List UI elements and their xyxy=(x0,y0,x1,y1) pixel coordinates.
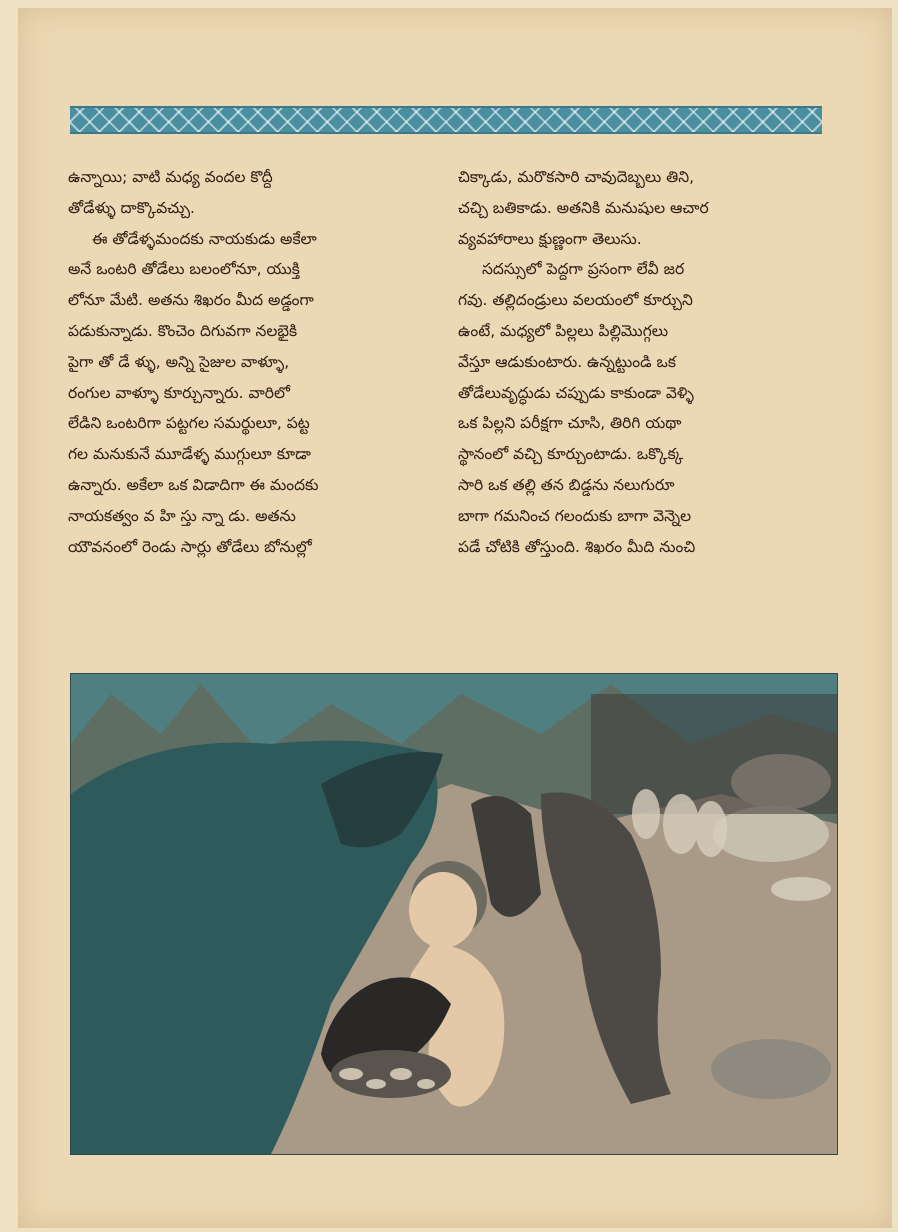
text-line: ఉన్నాయి; వాటి మధ్య వందల కొద్దీ xyxy=(68,168,273,186)
text-line: వ్యవహారాలు క్షుణ్ణంగా తెలుసు. xyxy=(458,229,642,248)
text-line: పడే చోటికి తోస్తుంది. శిఖరం మీది నుంచి xyxy=(458,537,696,556)
text-line: రంగుల వాళ్ళూ కూర్చున్నారు. వారిలో xyxy=(68,383,290,402)
text-line: స్థానంలో వచ్చి కూర్చుంటాడు. ఒక్కొక్క xyxy=(458,445,684,464)
text-line: సారి ఒక తల్లి తన బిడ్డను నలుగురూ xyxy=(458,475,675,494)
text-line: వేస్తూ ఆడుకుంటారు. ఉన్నట్టుండి ఒక xyxy=(458,352,676,371)
text-column-left xyxy=(68,162,450,562)
text-line: సదస్సులో పెద్దగా ప్రసంగా లేవీ జర xyxy=(482,260,685,279)
decorative-border xyxy=(70,106,822,134)
text-line: ఉన్నారు. అకేలా ఒక విడాదిగా ఈ మందకు xyxy=(68,475,319,494)
text-line: బాగా గమనించ గలందుకు బాగా వెన్నెల xyxy=(458,506,692,525)
text-column-right xyxy=(458,162,840,562)
text-line: ఉంటే, మధ్యలో పిల్లలు పిల్లిమొగ్గలు xyxy=(458,321,669,340)
story-illustration xyxy=(70,673,838,1155)
text-line: అనే ఒంటరి తోడేలు బలంలోనూ, యుక్తి xyxy=(68,260,300,279)
text-line: తోడేళ్ళు దాక్కొవచ్చు. xyxy=(68,198,195,217)
text-line: పడుకున్నాడు. కొంచెం దిగువగా నలభైకి xyxy=(68,321,298,340)
text-line: ఈ తోడేళ్ళమందకు నాయకుడు అకేలా xyxy=(92,229,317,248)
text-line: యౌవనంలో రెండు సార్లు తోడేలు బోనుల్లో xyxy=(68,537,312,556)
text-line: ఒక పిల్లని పరీక్షగా చూసి, తిరిగి యథా xyxy=(458,414,682,433)
text-line: లోనూ మేటి. అతను శిఖరం మీద అడ్డంగా xyxy=(68,291,314,310)
text-line: తోడేలువృద్ధుడు చప్పుడు కాకుండా వెళ్ళి xyxy=(458,383,694,402)
text-line: గల మనుకునే మూడేళ్ళ ముగ్గులూ కూడా xyxy=(68,445,311,464)
text-line: నాయకత్వం వ హి స్తు న్నా డు. అతను xyxy=(68,506,296,525)
text-line: చిక్కాడు, మరొకసారి చావుదెబ్బలు తిని, xyxy=(458,168,695,186)
text-line: లేడిని ఒంటరిగా పట్టగల సమర్థులూ, పట్ట xyxy=(68,414,310,433)
wolf-council-illustration xyxy=(71,674,837,1154)
text-line: గవు. తల్లిదండ్రులు వలయంలో కూర్చుని xyxy=(458,291,693,310)
text-line: చచ్చి బతికాడు. అతనికి మనుషుల ఆచార xyxy=(458,198,709,217)
text-line: పైగా తో డే ళ్ళు, అన్ని సైజుల వాళ్ళూ, xyxy=(68,352,290,371)
